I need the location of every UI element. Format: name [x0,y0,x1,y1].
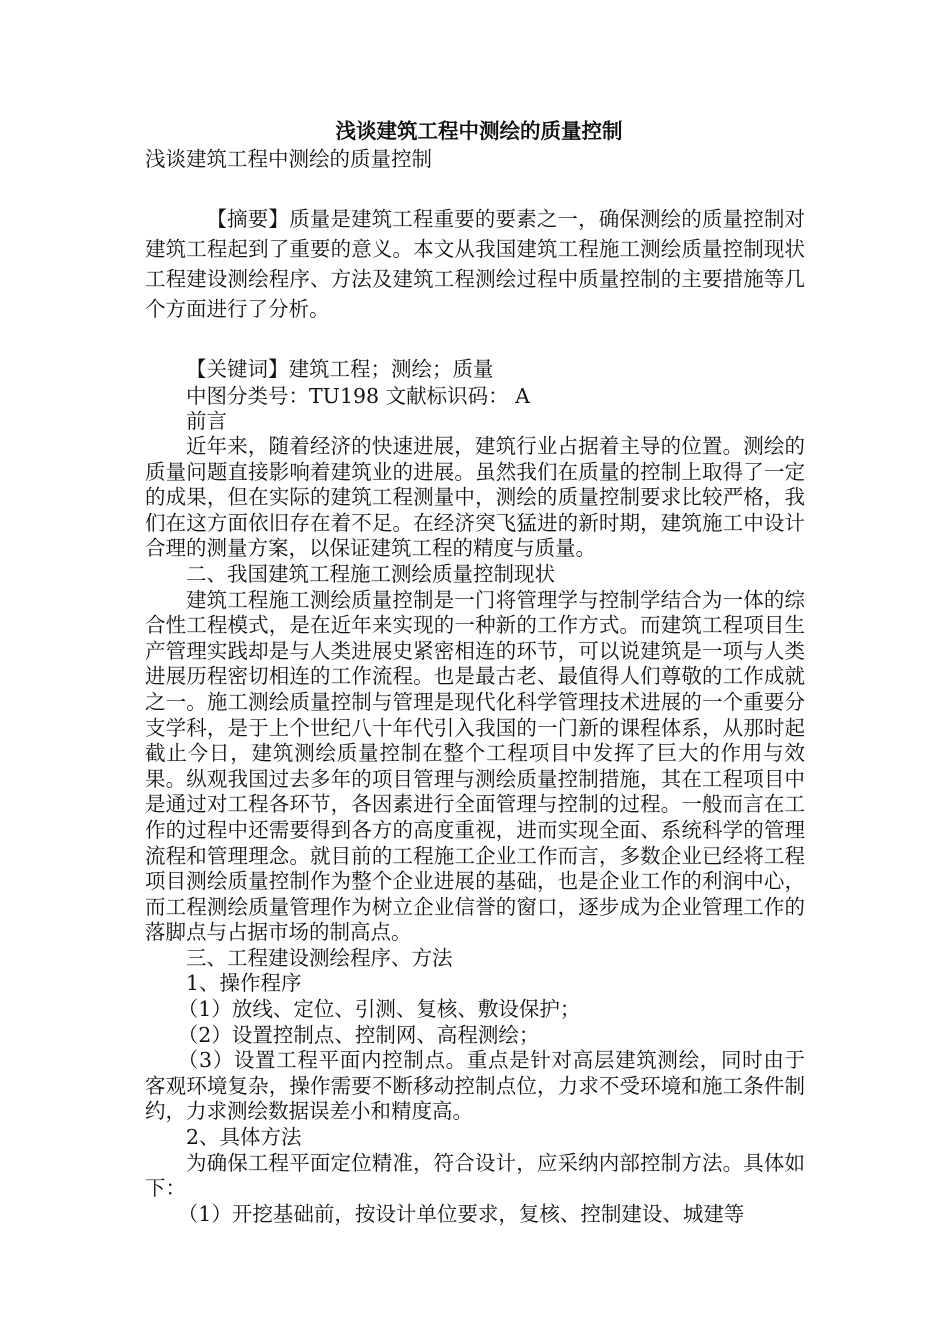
document-body [145,118,805,1227]
preface-heading: 前言 [186,409,227,433]
section-2-heading: 二、我国建筑工程施工测绘质量控制现状 [186,561,555,586]
blank-line [145,174,805,204]
subsection-2-paragraph: 为确保工程平面定位精准，符合设计，应采纳内部控制方法。具体如下： [145,1150,805,1201]
section-3-heading: 三、工程建设测绘程序、方法 [186,945,453,970]
subsection-1-heading: 1、操作程序 [186,971,302,996]
subsection-1-item: （3）设置工程平面内控制点。重点是针对高层建筑测绘，同时由于客观环境复杂，操作需要不断移动控制点位，力求不受环境和施工条件制约，力求测绘数据误差小和精度高。 [145,1048,805,1124]
abstract-paragraph: 【摘要】质量是建筑工程重要的要素之一，确保测绘的质量控制对建筑工程起到了重要的意义。本文从我国建筑工程施工测绘质量控制现状工程建设测绘程序、方法及建筑工程测绘过程中质量控制的主要措施等几个方面进行了分析。 [145,207,805,321]
document-subtitle: 浅谈建筑工程中测绘的质量控制 [145,147,432,171]
section-2-paragraph: 建筑工程施工测绘质量控制是一门将管理学与控制学结合为一体的综合性工程模式，是在近年来实现的一种新的工作方式。而建筑工程项目生产管理实践却是与人类进展史紧密相连的环节，可以说建筑是一项与人类进展历程密切相连的工作流程。也是最古老、最值得人们尊敬的工作成就之一。施工测绘质量控制与管理是现代化科学管理技术进展的一个重要分支学科，是于上个世纪八十年代引入我国的一门新的课程体系，从那时起截止今日，建筑测绘质量控制在整个工程项目中发挥了巨大的作用与效果。纵观我国过去多年的项目管理与测绘质量控制措施，其在工程项目中是通过对工程各环节，各因素进行全面管理与控制的过程。一般而言在工作的过程中还需要得到各方的高度重视，进而实现全面、系统科学的管理流程和管理理念。就目前的工程施工企业工作而言，多数企业已经将工程项目测绘质量控制作为整个企业进展的基础，也是企业工作的利润中心，而工程测绘质量管理作为树立企业信誉的窗口，逐步成为企业管理工作的落脚点与占据市场的制高点。 [145,587,805,945]
subsection-1-item: （1）放线、定位、引测、复核、敷设保护； [177,997,581,1022]
document-title: 浅谈建筑工程中测绘的质量控制 [335,119,623,143]
preface-paragraph: 近年来，随着经济的快速进展，建筑行业占据着主导的位置。测绘的质量问题直接影响着建筑业的进展。虽然我们在质量的控制上取得了一定的成果，但在实际的建筑工程测量中，测绘的质量控制要求比较严格，我们在这方面依旧存在着不足。在经济突飞猛进的新时期，建筑施工中设计合理的测量方案，以保证建筑工程的精度与质量。 [145,434,805,561]
blank-line [145,324,805,354]
keywords-line: 【关键词】建筑工程；测绘；质量 [186,357,494,381]
subsection-2-item: （1）开挖基础前，按设计单位要求，复核、控制建设、城建等 [177,1201,745,1226]
subsection-2-heading: 2、具体方法 [186,1125,302,1150]
subsection-1-item: （2）设置控制点、控制网、高程测绘； [177,1022,540,1047]
classification-line: 中图分类号：TU198 文献标识码： A [186,384,530,408]
